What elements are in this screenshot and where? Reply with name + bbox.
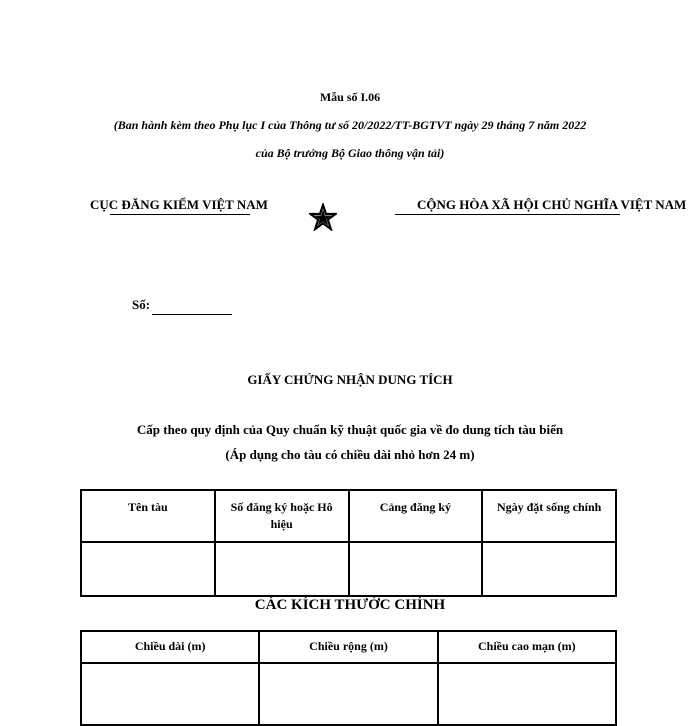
header-depth: Chiều cao mạn (m) — [438, 631, 616, 663]
republic-heading: CỘNG HÒA XÃ HỘI CHỦ NGHĨA VIỆT NAM — [417, 197, 687, 212]
table-row — [81, 663, 616, 725]
table-row — [81, 542, 616, 596]
document-subtitle: Cấp theo quy định của Quy chuẩn kỹ thuật quốc gia về đo dung tích tàu biển — [136, 422, 564, 437]
republic-underline — [395, 214, 620, 215]
form-number: Mẫu số I.06 — [319, 90, 381, 104]
header-ship-name: Tên tàu — [81, 490, 215, 542]
issuance-note-line-2: của Bộ trưởng Bộ Giao thông vận tải) — [255, 146, 445, 160]
dimensions-table — [80, 630, 617, 726]
header-keel-laying-date: Ngày đặt sống chính — [482, 490, 616, 542]
table-cell — [81, 542, 215, 596]
table-cell — [215, 542, 349, 596]
header-breadth: Chiều rộng (m) — [259, 631, 437, 663]
table-cell — [81, 663, 259, 725]
number-blank — [152, 314, 232, 315]
header-length: Chiều dài (m) — [81, 631, 259, 663]
table-cell — [259, 663, 437, 725]
star-icon — [309, 203, 337, 231]
agency-underline — [110, 214, 250, 215]
table-cell — [349, 542, 483, 596]
ship-info-table — [80, 489, 617, 597]
header-registration-number: Số đăng ký hoặc Hô hiệu — [215, 490, 349, 542]
table-cell — [438, 663, 616, 725]
table-cell — [482, 542, 616, 596]
document-title: GIẤY CHỨNG NHẬN DUNG TÍCH — [247, 372, 453, 387]
table-header-row — [81, 490, 616, 542]
applicability-note: (Áp dụng cho tàu có chiều dài nhỏ hơn 24 m) — [225, 447, 475, 462]
issuance-note-line-1: (Ban hành kèm theo Phụ lục I của Thông tư số 20/2022/TT-BGTVT ngày 29 tháng 7 năm 2022 — [113, 118, 587, 132]
table-header-row — [81, 631, 616, 663]
dimensions-title: CÁC KÍCH THƯỚC CHÍNH — [254, 597, 446, 613]
header-port-of-registry: Cảng đăng ký — [349, 490, 483, 542]
agency-heading: CỤC ĐĂNG KIỂM VIỆT NAM — [90, 197, 268, 212]
number-label: Số: — [132, 297, 151, 312]
